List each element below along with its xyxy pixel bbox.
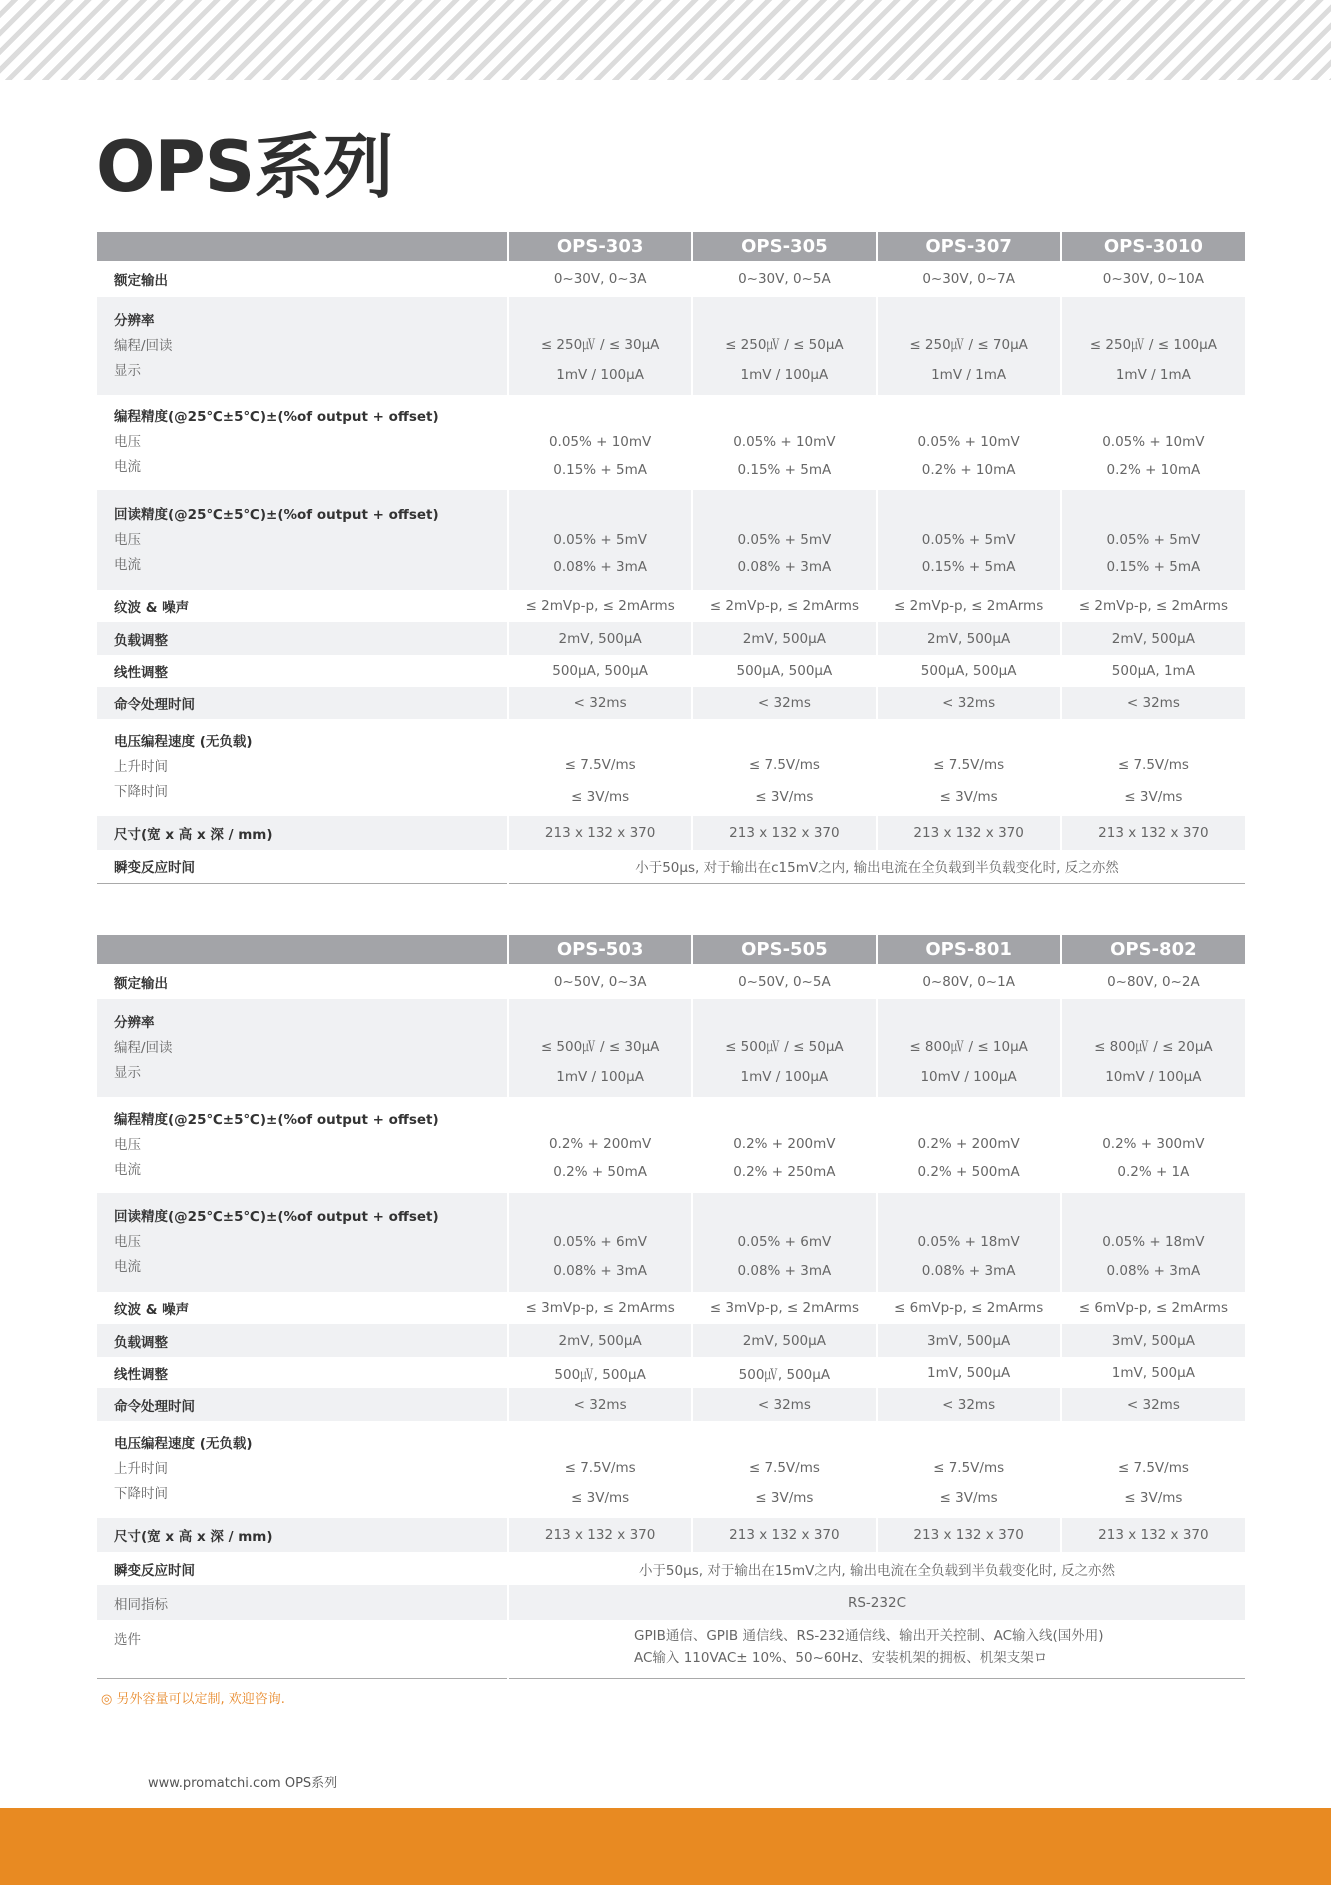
cell: 1mV / 1mA (931, 367, 1007, 383)
cell: 1mV / 100μA (556, 1069, 644, 1085)
cell: 0.2% + 200mV (917, 1136, 1020, 1152)
row-load-reg (97, 1324, 1245, 1357)
model-header: OPS-503 (508, 935, 692, 964)
cell: ≤ 250㎶ / ≤ 100μA (1089, 337, 1217, 353)
cell: ≤ 7.5V/ms (1117, 1459, 1189, 1476)
cell: ≤ 3mVp-p, ≤ 2mArms (508, 1292, 692, 1324)
cell: 1mV / 100μA (740, 367, 829, 383)
cell: 2mV, 500μA (692, 622, 876, 655)
page-title: OPS系列 (96, 126, 393, 208)
cell: 0~80V, 0~1A (877, 964, 1061, 999)
model-header: OPS-303 (508, 232, 692, 261)
sub-label: 编程/回读 (114, 337, 173, 354)
cell: ≤ 6mVp-p, ≤ 2mArms (877, 1292, 1061, 1324)
sub-label: 电流 (114, 1161, 141, 1178)
cell: 0.05% + 5mV (921, 532, 1016, 548)
cell: 0~30V, 0~5A (692, 261, 876, 297)
cell: 0.08% + 3mA (553, 1262, 647, 1279)
cell: 0.05% + 10mV (917, 433, 1020, 450)
row-label: 电压编程速度 (无负载) (114, 734, 253, 750)
row-rated-output (97, 261, 1245, 297)
cell: ≤ 7.5V/ms (1117, 756, 1189, 773)
cell: 2mV, 500μA (508, 1324, 692, 1357)
row-label: 额定输出 (114, 273, 168, 289)
model-header: OPS-3010 (1061, 232, 1245, 261)
row-label: 负载调整 (114, 632, 168, 649)
row-label: 额定输出 (114, 975, 168, 992)
sub-label: 电压 (114, 434, 141, 450)
cell: < 32ms (692, 687, 876, 719)
cell: 0.15% + 5mA (553, 461, 647, 478)
row-label: 分辨率 (114, 1014, 155, 1031)
row-label: 回读精度(@25℃±5℃)±(%of output + offset) (114, 506, 439, 523)
cell: ≤ 3V/ms (571, 1489, 630, 1506)
cell: ≤ 3V/ms (755, 1489, 814, 1506)
cell: 0.2% + 300mV (1102, 1136, 1205, 1152)
cell: 0.2% + 500mA (917, 1164, 1020, 1180)
cell: ≤ 6mVp-p, ≤ 2mArms (1061, 1292, 1245, 1324)
cell: 0~30V, 0~7A (877, 261, 1061, 297)
cell: 0.05% + 6mV (553, 1233, 647, 1250)
cell: < 32ms (877, 1388, 1061, 1421)
sub-label: 上升时间 (114, 759, 168, 775)
sub-label: 显示 (114, 1064, 141, 1081)
sub-label: 电压 (114, 531, 141, 548)
cell: ≤ 500㎶ / ≤ 30μA (540, 1039, 660, 1055)
cell: 0.15% + 5mA (737, 461, 832, 478)
row-line-reg (97, 655, 1245, 687)
cell: ≤ 3V/ms (1124, 788, 1183, 805)
cell: RS-232C (508, 1585, 1245, 1620)
cell: ≤ 3V/ms (571, 788, 630, 805)
model-header: OPS-801 (877, 935, 1061, 964)
sub-label: 显示 (114, 362, 141, 379)
row-label: 纹波 & 噪声 (114, 1302, 190, 1318)
cell: ≤ 800㎶ / ≤ 20μA (1094, 1039, 1213, 1055)
row-transient (97, 850, 1245, 883)
cell: ≤ 2mVp-p, ≤ 2mArms (508, 590, 692, 622)
row-ripple (97, 1292, 1245, 1324)
cell: 0.05% + 10mV (548, 433, 652, 450)
row-label: 编程精度(@25℃±5℃)±(%of output + offset) (114, 1111, 439, 1128)
cell: ≤ 2mVp-p, ≤ 2mArms (877, 590, 1061, 622)
footer-text: www.promatchi.com OPS系列 (148, 1776, 338, 1791)
cell: 2mV, 500μA (877, 622, 1061, 655)
sub-label: 电流 (114, 556, 141, 573)
model-header: OPS-505 (692, 935, 876, 964)
cell: 213 x 132 x 370 (877, 816, 1061, 850)
cell: 0.08% + 3mA (553, 559, 647, 575)
cell: ≤ 7.5V/ms (564, 756, 636, 773)
cell: 小于50μs, 对于输出在15mV之内, 输出电流在全负载到半负载变化时, 反之亦然 (508, 1552, 1245, 1585)
row-label: 命令处理时间 (114, 1398, 195, 1415)
sub-label: 编程/回读 (114, 1039, 173, 1056)
row-cmd-time (97, 687, 1245, 719)
row-line-reg (97, 1357, 1245, 1388)
row-cmd-time (97, 1388, 1245, 1421)
cell: 213 x 132 x 370 (692, 1518, 876, 1552)
cell: 500μA, 500μA (508, 655, 692, 687)
sub-label: 电流 (114, 459, 141, 475)
cell: ≤ 7.5V/ms (748, 756, 820, 773)
cell: 2mV, 500μA (1061, 622, 1245, 655)
cell: 0.2% + 10mA (1106, 461, 1201, 478)
custom-capacity-note: ◎ 另外容量可以定制, 欢迎咨询. (101, 1692, 285, 1707)
row-rated-output (97, 964, 1245, 999)
cell: 0~30V, 0~10A (1061, 261, 1245, 297)
row-size (97, 816, 1245, 850)
row-label: 回读精度(@25℃±5℃)±(%of output + offset) (114, 1209, 439, 1225)
row-label: 纹波 & 噪声 (114, 600, 190, 616)
row-label: 线性调整 (114, 1366, 168, 1383)
cell: ≤ 3mVp-p, ≤ 2mArms (692, 1292, 876, 1324)
cell: < 32ms (508, 687, 692, 719)
model-header: OPS-307 (877, 232, 1061, 261)
cell: 213 x 132 x 370 (692, 816, 876, 850)
cell: 0~50V, 0~3A (508, 964, 692, 999)
cell: ≤ 2mVp-p, ≤ 2mArms (1061, 590, 1245, 622)
sub-label: 电流 (114, 1259, 141, 1275)
cell: 0.08% + 3mA (737, 559, 832, 575)
spec-table-2 (97, 935, 1245, 1679)
cell: 2mV, 500μA (692, 1324, 876, 1357)
options-line: GPIB通信、GPIB 通信线、RS-232通信线、输出开关控制、AC输入线(国外用) (634, 1628, 1104, 1644)
sub-label: 上升时间 (114, 1461, 168, 1477)
cell: 500μA, 500μA (692, 655, 876, 687)
row-resolution (97, 999, 1245, 1097)
sub-label: 电压 (114, 1136, 141, 1153)
cell: 1mV, 500μA (1061, 1357, 1245, 1388)
cell: 0.08% + 3mA (1106, 1262, 1201, 1279)
row-label: 尺寸(宽 x 高 x 深 / mm) (114, 827, 273, 843)
cell: 0.2% + 250mA (733, 1164, 836, 1180)
cell: 213 x 132 x 370 (508, 1518, 692, 1552)
options-line: AC输入 110VAC± 10%、50~60Hz、安装机架的拥板、机架支架ロ (634, 1650, 1048, 1666)
cell: 1mV, 500μA (877, 1357, 1061, 1388)
cell: ≤ 250㎶ / ≤ 70μA (909, 337, 1028, 353)
cell: 0.2% + 200mV (733, 1136, 836, 1152)
cell: 0~50V, 0~5A (692, 964, 876, 999)
cell: ≤ 250㎶ / ≤ 50μA (725, 337, 844, 353)
cell: 500μA, 500μA (877, 655, 1061, 687)
sub-label: 下降时间 (114, 1486, 168, 1502)
cell: 500㎶, 500μA (508, 1357, 692, 1388)
cell: 0.05% + 18mV (917, 1233, 1020, 1250)
row-label: 分辨率 (114, 312, 155, 329)
cell: 500μA, 1mA (1061, 655, 1245, 687)
cell: 0.2% + 200mV (548, 1136, 652, 1152)
row-label: 编程精度(@25℃±5℃)±(%of output + offset) (114, 409, 439, 425)
row-readback-accuracy (97, 1193, 1245, 1292)
cell: 0.2% + 1A (1117, 1164, 1190, 1180)
cell: 小于50μs, 对于输出在c15mV之内, 输出电流在全负载到半负载变化时, 反之亦然 (508, 850, 1245, 883)
cell: 0.15% + 5mA (1106, 559, 1201, 575)
cell: < 32ms (508, 1388, 692, 1421)
row-ripple (97, 590, 1245, 622)
cell: 0~30V, 0~3A (508, 261, 692, 297)
row-slew (97, 1421, 1245, 1518)
model-header: OPS-802 (1061, 935, 1245, 964)
cell: ≤ 500㎶ / ≤ 50μA (725, 1039, 844, 1055)
cell: < 32ms (1061, 1388, 1245, 1421)
cell: 0.05% + 6mV (737, 1233, 832, 1250)
row-label: 电压编程速度 (无负载) (114, 1436, 253, 1452)
cell: 0.05% + 10mV (1102, 433, 1205, 450)
row-label: 命令处理时间 (114, 697, 195, 713)
cell: ≤ 2mVp-p, ≤ 2mArms (692, 590, 876, 622)
cell: 1mV / 100μA (740, 1069, 829, 1085)
cell: 0.2% + 50mA (553, 1164, 647, 1180)
cell: 0.05% + 5mV (1106, 532, 1201, 548)
header-row (97, 935, 1245, 964)
row-label: 瞬变反应时间 (114, 1562, 195, 1579)
cell: 213 x 132 x 370 (1061, 1518, 1245, 1552)
row-prog-accuracy (97, 395, 1245, 490)
cell: 0.08% + 3mA (921, 1262, 1016, 1279)
cell: < 32ms (877, 687, 1061, 719)
cell: ≤ 7.5V/ms (748, 1459, 820, 1476)
cell: 500㎶, 500μA (692, 1357, 876, 1388)
cell: 0.05% + 10mV (733, 433, 836, 450)
sub-label: 电压 (114, 1234, 141, 1250)
cell: 0.08% + 3mA (737, 1262, 832, 1279)
cell: ≤ 3V/ms (939, 1489, 998, 1506)
sub-label: 下降时间 (114, 784, 168, 800)
cell: ≤ 7.5V/ms (933, 756, 1005, 773)
row-prog-accuracy (97, 1097, 1245, 1193)
cell: 3mV, 500μA (1061, 1324, 1245, 1357)
row-transient (97, 1552, 1245, 1585)
cell: 1mV / 1mA (1115, 367, 1191, 383)
row-load-reg (97, 622, 1245, 655)
row-common (97, 1585, 1245, 1620)
cell: ≤ 7.5V/ms (933, 1459, 1005, 1476)
cell: 213 x 132 x 370 (1061, 816, 1245, 850)
row-label: 选件 (114, 1632, 141, 1648)
cell: 0~80V, 0~2A (1061, 964, 1245, 999)
row-size (97, 1518, 1245, 1552)
footer-bar (0, 1808, 1331, 1885)
cell: 1mV / 100μA (556, 367, 644, 383)
row-label: 负载调整 (114, 1334, 168, 1351)
cell: ≤ 250㎶ / ≤ 30μA (540, 337, 660, 353)
row-label: 相同指标 (114, 1596, 168, 1613)
cell: 213 x 132 x 370 (508, 816, 692, 850)
cell: 0.05% + 5mV (737, 532, 832, 548)
row-readback-accuracy (97, 490, 1245, 590)
cell: 0.05% + 18mV (1102, 1233, 1205, 1250)
row-resolution (97, 297, 1245, 395)
row-label: 尺寸(宽 x 高 x 深 / mm) (114, 1529, 273, 1545)
cell: 0.05% + 5mV (553, 532, 647, 548)
cell: ≤ 3V/ms (755, 788, 814, 805)
cell: 10mV / 100μA (1105, 1069, 1202, 1085)
spec-table-1 (97, 232, 1245, 884)
row-label: 瞬变反应时间 (114, 860, 195, 877)
row-slew (97, 719, 1245, 816)
cell: ≤ 3V/ms (1124, 1489, 1183, 1506)
row-label: 线性调整 (114, 665, 168, 681)
cell: ≤ 3V/ms (939, 788, 998, 805)
cell: 2mV, 500μA (508, 622, 692, 655)
cell: < 32ms (1061, 687, 1245, 719)
cell: 0.2% + 10mA (921, 461, 1016, 478)
header-stripe-decoration (0, 0, 1331, 80)
cell: 0.15% + 5mA (921, 559, 1016, 575)
header-row (97, 232, 1245, 261)
cell: 3mV, 500μA (877, 1324, 1061, 1357)
cell: 10mV / 100μA (920, 1069, 1017, 1085)
cell: < 32ms (692, 1388, 876, 1421)
cell: ≤ 800㎶ / ≤ 10μA (909, 1039, 1028, 1055)
cell: ≤ 7.5V/ms (564, 1459, 636, 1476)
row-options (97, 1620, 1245, 1678)
model-header: OPS-305 (692, 232, 876, 261)
cell: 213 x 132 x 370 (877, 1518, 1061, 1552)
